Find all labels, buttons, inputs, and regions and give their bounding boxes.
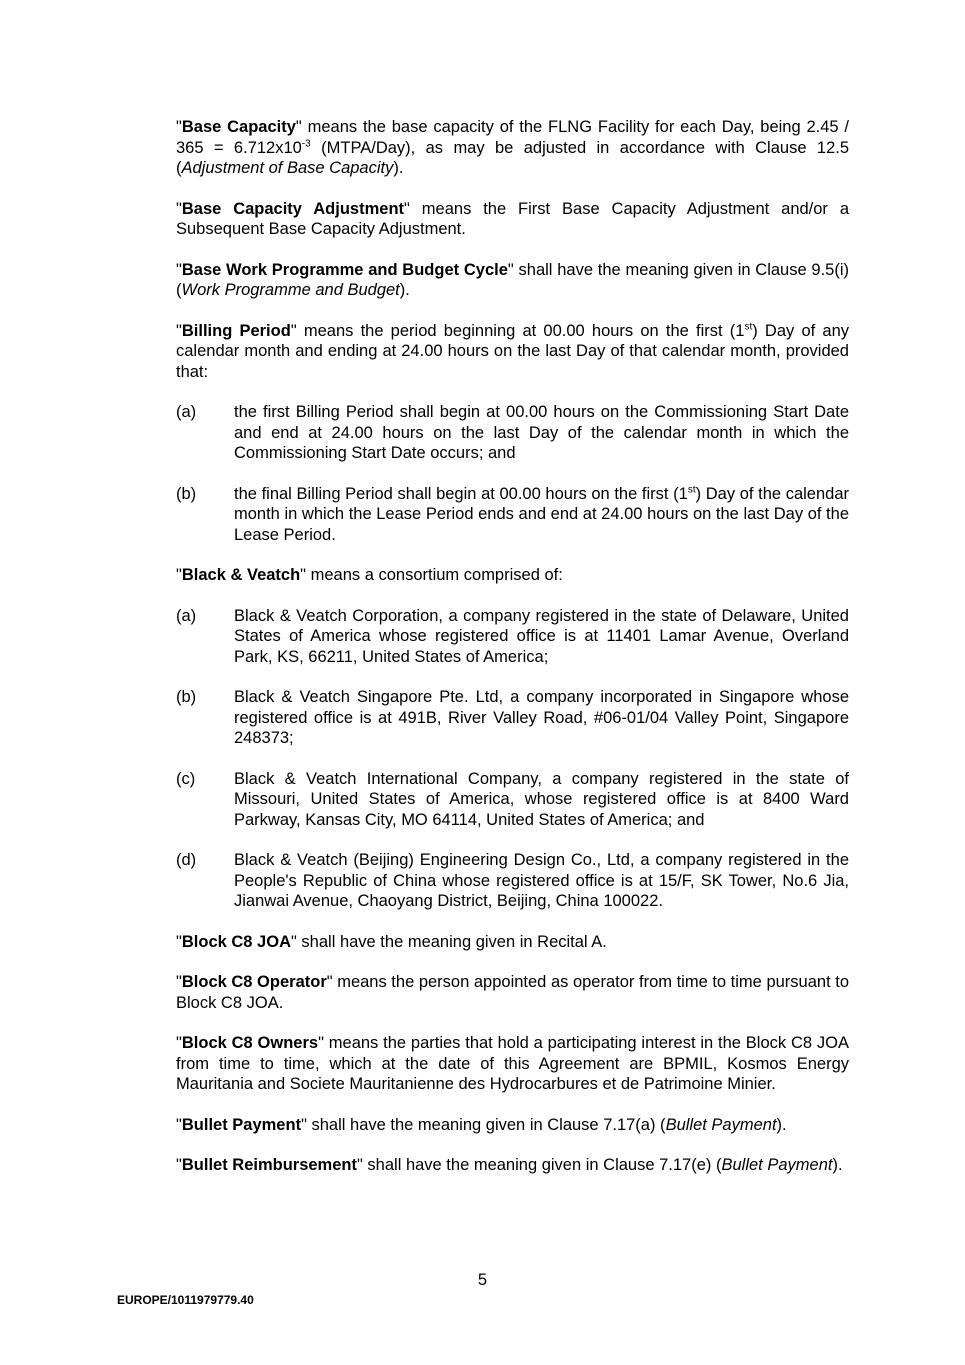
term: Black & Veatch — [181, 566, 301, 584]
list-label: (b) — [176, 484, 197, 503]
definition-bullet-reimbursement: "Bullet Reimbursement" shall have the meaning given in Clause 7.17(e) (Bullet Payment). — [176, 1156, 843, 1174]
document-body — [176, 117, 849, 1196]
definition-base-capacity: "Base Capacity" means the base capacity of the FLNG Facility for each Day, being $2.45 / 365 = 6.712x10^{-3}$ (MTPA/Day), as may be adjusted in accordance with Clause 12.5 (Adjustment of Base Capacity). — [176, 118, 850, 177]
list-label: (a) — [176, 403, 197, 421]
list-item: (a) Black & Veatch Corporation, a company registered in the state of Delaware, United States of America whose registered office is at 11401 Lamar Avenue, Overland Park, KS, 66211, United States of America; — [176, 606, 849, 666]
definition-base-work-programme: "Base Work Programme and Budget Cycle" shall have the meaning given in Clause 9.5(i) (Work Programme and Budget). — [176, 260, 849, 299]
clause-reference: Bullet Payment — [665, 1115, 777, 1134]
term: Base Capacity Adjustment — [181, 199, 405, 218]
definition-block-c8-joa: "Block C8 JOA" shall have the meaning given in Recital A. — [176, 932, 607, 951]
definition-billing-period: "Billing Period" means the period beginning at 00.00 hours on the first (1st) Day of any calendar month and ending at 24.00 hours on the last Day of that calendar month, provided that: — [176, 321, 850, 381]
list-label: (a) — [176, 606, 197, 625]
clause-reference: Bullet Payment — [721, 1156, 833, 1174]
term: Base Work Programme and Budget Cycle — [181, 260, 508, 279]
term: Block C8 JOA — [181, 932, 291, 951]
term: Bullet Reimbursement — [181, 1156, 357, 1174]
definition-base-capacity-adjustment: "Base Capacity Adjustment" means the First Base Capacity Adjustment and/or a Subsequent Base Capacity Adjustment. — [176, 199, 850, 238]
list-item: (c) Black & Veatch International Company, a company registered in the state of Missouri, United States of America, whose registered office is at 8400 Ward Parkway, Kansas City, MO 64114, United States of America; and — [176, 769, 849, 829]
list-item: (d) Black & Veatch (Beijing) Engineering Design Co., Ltd, a company registered in the People's Republic of China whose registered office is at 15/F, SK Tower, No.6 Jia, Jianwai Avenue, Chaoyang District, Beijing, China 100022. — [176, 851, 849, 910]
clause-reference: Adjustment of Base Capacity — [181, 159, 394, 177]
term: Billing Period — [181, 321, 291, 340]
list-label: (b) — [176, 688, 197, 706]
term: Block C8 Operator — [181, 973, 327, 991]
list-item: (b) Black & Veatch Singapore Pte. Ltd, a company incorporated in Singapore whose registered office is at 491B, River Valley Road, #06-01/04 Valley Point, Singapore 248373; — [176, 688, 849, 747]
term: Bullet Payment — [181, 1115, 302, 1134]
document-reference: EUROPE/1011979779.40 — [117, 1293, 254, 1307]
definition-block-c8-operator: "Block C8 Operator" means the person appointed as operator from time to time pursuant to Block C8 JOA. — [176, 973, 850, 1012]
page-number: 5 — [477, 1271, 488, 1289]
list-item: (a) the first Billing Period shall begin at 00.00 hours on the Commissioning Start Date and end at 24.00 hours on the last Day of the calendar month in which the Commissioning Start Date occurs; and — [176, 403, 849, 462]
definition-bullet-payment: "Bullet Payment" shall have the meaning given in Clause 7.17(a) (Bullet Payment). — [176, 1115, 787, 1134]
list-label: (d) — [176, 851, 197, 869]
definition-black-veatch: "Black & Veatch" means a consortium comprised of: — [176, 566, 563, 584]
list-item: (b) the final Billing Period shall begin at 00.00 hours on the first (1st) Day of the calendar month in which the Lease Period ends and end at 24.00 hours on the last Day of the Lease Period. — [176, 484, 849, 544]
list-label: (c) — [176, 769, 196, 788]
clause-reference: Work Programme and Budget — [181, 281, 400, 299]
definition-block-c8-owners: "Block C8 Owners" means the parties that hold a participating interest in the Block C8 JOA from time to time, which at the date of this Agreement are BPMIL, Kosmos Energy Mauritania and Societe Mauritanienne des Hydrocarbures et de Patrimoine Minier. — [176, 1034, 849, 1093]
term: Block C8 Owners — [181, 1034, 319, 1052]
term: Base Capacity — [181, 118, 296, 136]
